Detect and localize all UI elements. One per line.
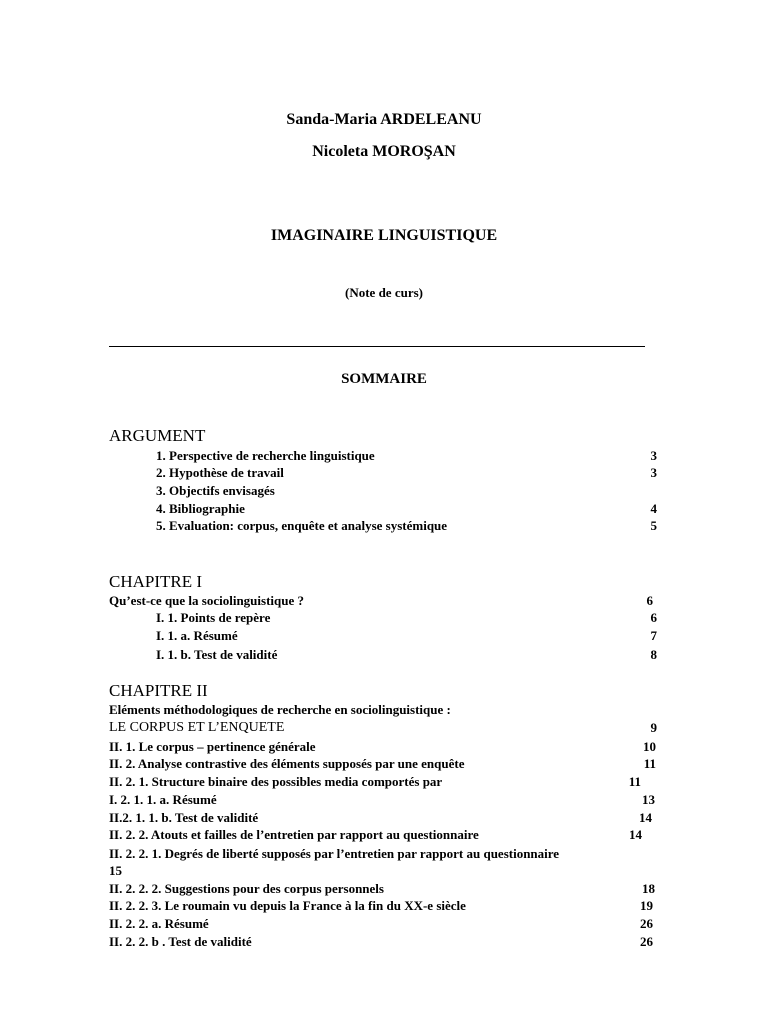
toc-page-number: 13 xyxy=(642,792,655,807)
toc-entry-label: II.2. 1. 1. b. Test de validité xyxy=(109,810,259,825)
toc-entry-label: II. 2. 2. 1. Degrés de liberté supposés par l’entretien par rapport au questionnaire xyxy=(109,846,560,861)
toc-page-number: 5 xyxy=(650,518,657,533)
toc-entry-label: Qu’est-ce que la sociolinguistique ? xyxy=(109,593,305,608)
toc-page-number: 6 xyxy=(650,610,657,625)
toc-page-number: 8 xyxy=(650,647,657,662)
toc-page-number: 11 xyxy=(643,756,656,771)
toc-page-number: 14 xyxy=(629,827,642,842)
toc-page-number: 10 xyxy=(643,739,656,754)
toc-page-number: 6 xyxy=(646,593,653,608)
toc-entry-label: I. 1. Points de repère xyxy=(156,610,271,625)
toc-page-number: 26 xyxy=(640,934,653,949)
toc-entry-label: 15 xyxy=(109,863,122,878)
toc-page-number: 19 xyxy=(640,898,653,913)
toc-page-number: 4 xyxy=(650,501,657,516)
author-name: Sanda-Maria ARDELEANU xyxy=(286,111,482,128)
document-subtitle: (Note de curs) xyxy=(345,285,423,300)
toc-page-number: 11 xyxy=(628,774,641,789)
toc-page-number: 9 xyxy=(650,720,657,735)
horizontal-rule xyxy=(109,346,645,347)
document-title: IMAGINAIRE LINGUISTIQUE xyxy=(270,227,498,244)
toc-page-number: 3 xyxy=(650,448,657,463)
toc-entry-label: II. 2. 2. 2. Suggestions pour des corpus personnels xyxy=(109,881,384,896)
toc-entry-label: I. 2. 1. 1. a. Résumé xyxy=(109,792,217,807)
sommaire-title: SOMMAIRE xyxy=(341,371,427,387)
section-heading: CHAPITRE I xyxy=(109,572,203,591)
section-heading: ARGUMENT xyxy=(109,426,206,445)
toc-page-number: 14 xyxy=(639,810,652,825)
author-name: Nicoleta MOROŞAN xyxy=(312,143,456,160)
toc-page-number: 3 xyxy=(650,465,657,480)
toc-entry-label: Eléments méthodologiques de recherche en sociolinguistique : xyxy=(109,702,451,717)
toc-entry-label: II. 2. 2. Atouts et failles de l’entretien par rapport au questionnaire xyxy=(109,827,479,842)
toc-entry-label: II. 2. 2. a. Résumé xyxy=(109,916,209,931)
toc-entry-label: 4. Bibliographie xyxy=(156,501,245,516)
toc-entry-label: II. 2. 2. b . Test de validité xyxy=(109,934,252,949)
toc-entry-label: 3. Objectifs envisagés xyxy=(156,483,275,498)
toc-entry-label: II. 2. 2. 3. Le roumain vu depuis la France à la fin du XX-e siècle xyxy=(109,898,466,913)
toc-entry-label: I. 1. a. Résumé xyxy=(156,628,238,643)
toc-entry-label: II. 2. 1. Structure binaire des possibles media comportés par xyxy=(109,774,443,789)
toc-entry-label: 5. Evaluation: corpus, enquête et analyse systémique xyxy=(156,518,448,533)
toc-entry-label: II. 1. Le corpus – pertinence générale xyxy=(109,739,316,754)
toc-page-number: 26 xyxy=(640,916,653,931)
toc-entry-label: LE CORPUS ET L’ENQUETE xyxy=(109,720,285,735)
toc-page-number: 18 xyxy=(642,881,655,896)
toc-entry-label: I. 1. b. Test de validité xyxy=(156,647,278,662)
toc-entry-label: II. 2. Analyse contrastive des éléments supposés par une enquête xyxy=(109,756,465,771)
toc-page-number: 7 xyxy=(650,628,657,643)
section-heading: CHAPITRE II xyxy=(109,681,208,700)
toc-entry-label: 2. Hypothèse de travail xyxy=(156,465,284,480)
toc-entry-label: 1. Perspective de recherche linguistique xyxy=(156,448,375,463)
